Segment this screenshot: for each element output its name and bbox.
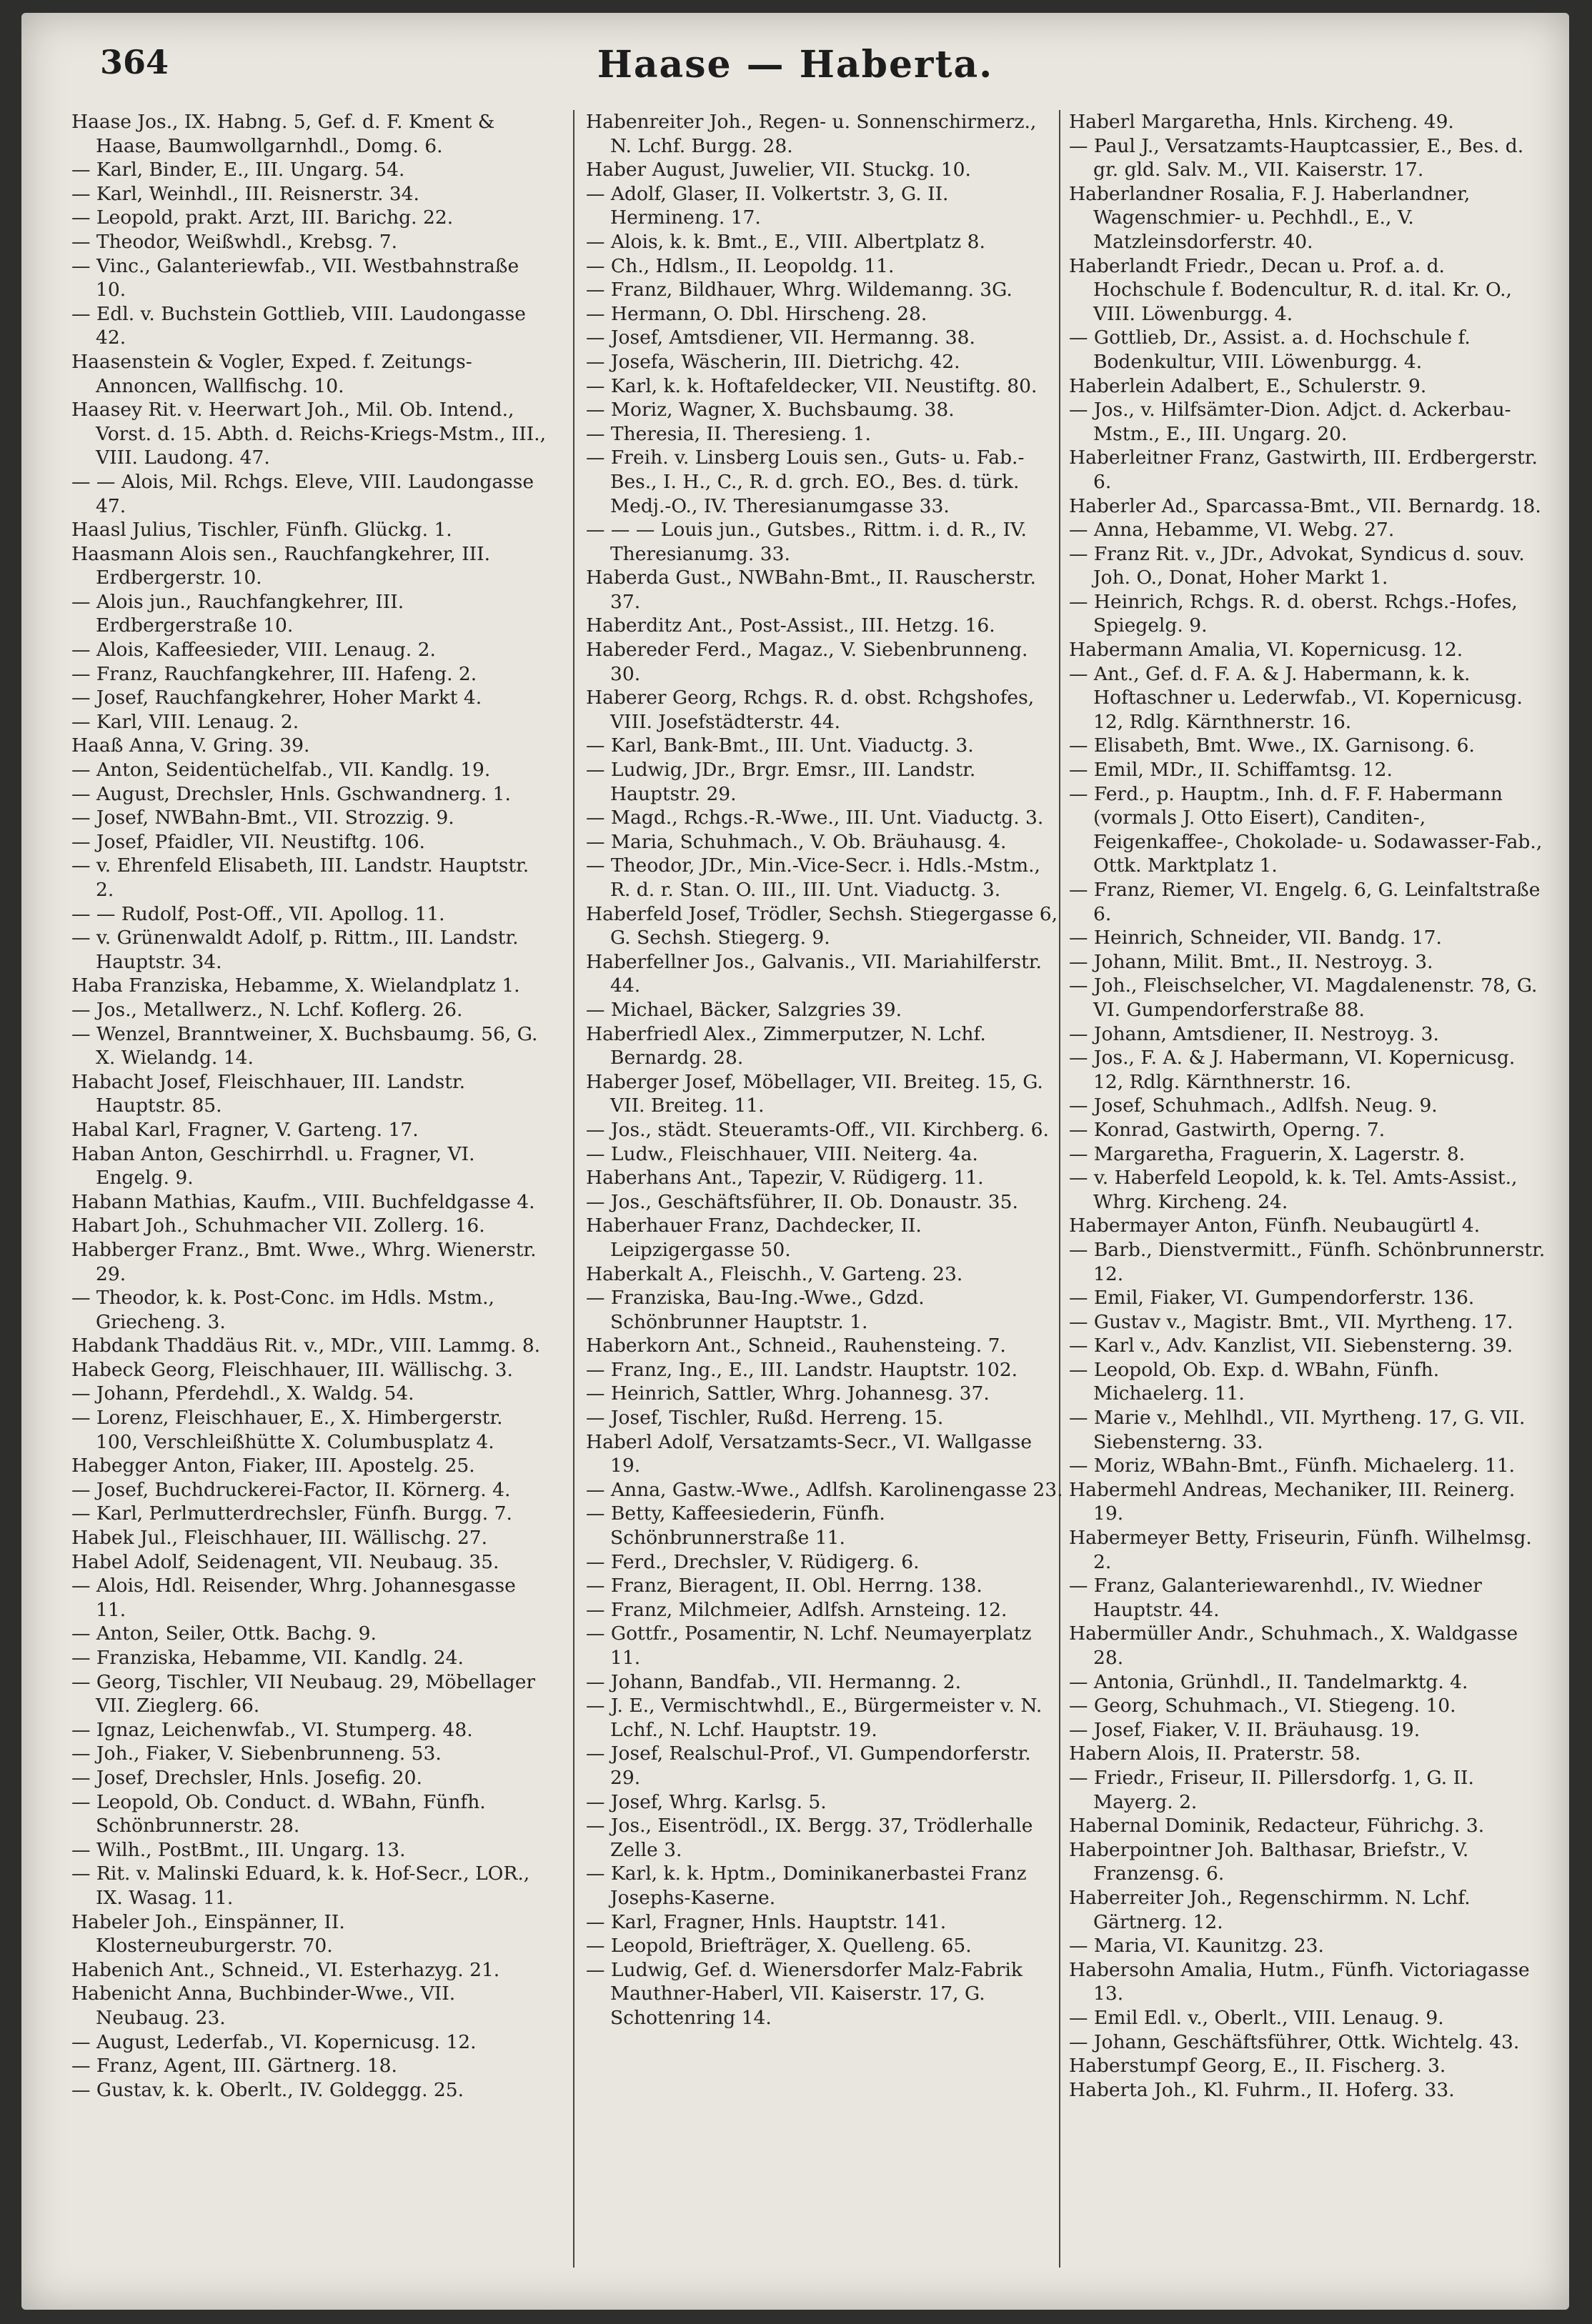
directory-entry: — v. Haberfeld Leopold, k. k. Tel. Amts-Assist., Whrg. Kircheng. 24. bbox=[1069, 1167, 1518, 1213]
directory-entry: Habermann Amalia, VI. Kopernicusg. 12. bbox=[1069, 639, 1463, 662]
directory-entry: Habeler Joh., Einspänner, II. Klosterneuburgerstr. 70. bbox=[71, 1910, 345, 1958]
directory-entry: — Joh., Fiaker, V. Siebenbrunneng. 53. bbox=[71, 1742, 442, 1765]
directory-entry: — Johann, Amtsdiener, II. Nestroyg. 3. bbox=[1069, 1022, 1439, 1045]
directory-entry: — Alois, Hdl. Reisender, Whrg. Johannesgasse 11. bbox=[71, 1575, 516, 1621]
column-1 bbox=[71, 110, 549, 2102]
directory-entry: Haberl Margaretha, Hnls. Kircheng. 49. bbox=[1069, 111, 1454, 133]
directory-entry: — Emil Edl. v., Oberlt., VIII. Lenaug. 9. bbox=[1069, 2006, 1444, 2029]
directory-entry: — Georg, Tischler, VII Neubaug. 29, Möbellager VII. Zieglerg. 66. bbox=[71, 1670, 536, 1717]
directory-entry: — Ignaz, Leichenwfab., VI. Stumperg. 48. bbox=[71, 1718, 473, 1741]
directory-entry: Haberlandt Friedr., Decan u. Prof. a. d. Hochschule f. Bodencultur, R. d. ital. Kr. O., VIII. Löwenburgg. 4. bbox=[1069, 254, 1512, 325]
directory-entry: — Barb., Dienstvermitt., Fünfh. Schönbrunnerstr. 12. bbox=[1069, 1238, 1546, 1285]
directory-entry: — Ludwig, Gef. d. Wienersdorfer Malz-Fabrik Mauthner-Haberl, VII. Kaiserstr. 17, G. Schottenring 14. bbox=[586, 1958, 1023, 2029]
directory-entry: — Theresia, II. Theresieng. 1. bbox=[586, 422, 871, 445]
directory-entry: Haber August, Juwelier, VII. Stuckg. 10. bbox=[586, 159, 971, 181]
directory-entry: — Anton, Seidentüchelfab., VII. Kandlg. 19. bbox=[71, 759, 491, 782]
running-head: Haase — Haberta. bbox=[597, 43, 994, 86]
directory-entry: — v. Grünenwaldt Adolf, p. Rittm., III. Landstr. Hauptstr. 34. bbox=[71, 927, 519, 973]
directory-entry: — Moriz, WBahn-Bmt., Fünfh. Michaelerg. 11. bbox=[1069, 1455, 1516, 1477]
directory-entry: Habek Jul., Fleischhauer, III. Wällischg. 27. bbox=[71, 1527, 488, 1550]
column-3 bbox=[1069, 110, 1546, 2102]
directory-entry: — Betty, Kaffeesiederin, Fünfh. Schönbrunnerstraße 11. bbox=[586, 1502, 885, 1550]
directory-entry: — Karl, Binder, E., III. Ungarg. 54. bbox=[71, 159, 405, 181]
directory-entry: — Josefa, Wäscherin, III. Dietrichg. 42. bbox=[586, 350, 960, 373]
directory-entry: — Heinrich, Schneider, VII. Bandg. 17. bbox=[1069, 927, 1442, 949]
directory-entry: — Jos., Geschäftsführer, II. Ob. Donaustr. 35. bbox=[586, 1190, 1018, 1213]
directory-entry: — Leopold, prakt. Arzt, III. Barichg. 22. bbox=[71, 206, 454, 229]
directory-entry: — Leopold, Ob. Exp. d. WBahn, Fünfh. Michaelerg. 11. bbox=[1069, 1358, 1440, 1405]
directory-entry: — Ludwig, JDr., Brgr. Emsr., III. Landstr. Hauptstr. 29. bbox=[586, 759, 976, 805]
directory-entry: Haberl Adolf, Versatzamts-Secr., VI. Wallgasse 19. bbox=[586, 1430, 1033, 1477]
directory-entry: Habann Mathias, Kaufm., VIII. Buchfeldgasse 4. bbox=[71, 1190, 535, 1213]
directory-entry: Haberstumpf Georg, E., II. Fischerg. 3. bbox=[1069, 2055, 1446, 2078]
directory-entry: — Maria, VI. Kaunitzg. 23. bbox=[1069, 1935, 1324, 1958]
directory-entry: — Marie v., Mehlhdl., VII. Myrtheng. 17, G. VII. Siebensterng. 33. bbox=[1069, 1407, 1526, 1453]
directory-entry: — J. E., Vermischtwhdl., E., Bürgermeister v. N. Lchf., N. Lchf. Hauptstr. 19. bbox=[586, 1695, 1043, 1741]
directory-entry: Habdank Thaddäus Rit. v., MDr., VIII. Lammg. 8. bbox=[71, 1335, 541, 1357]
directory-entry: — August, Lederfab., VI. Kopernicusg. 12. bbox=[71, 2030, 477, 2053]
directory-entry: Habeck Georg, Fleischhauer, III. Wällischg. 3. bbox=[71, 1358, 513, 1381]
directory-entry: Habal Karl, Fragner, V. Garteng. 17. bbox=[71, 1118, 419, 1141]
page-header bbox=[21, 13, 1569, 106]
directory-entry: — Magd., Rchgs.-R.-Wwe., III. Unt. Viaductg. 3. bbox=[586, 807, 1044, 829]
directory-page bbox=[21, 13, 1569, 2310]
directory-entry: — Wilh., PostBmt., III. Ungarg. 13. bbox=[71, 1838, 406, 1861]
directory-entry: — Ant., Gef. d. F. A. & J. Habermann, k. k. Hoftaschner u. Lederwfab., VI. Kopernicusg. 12, Rdlg. Kärnthnerstr. 16. bbox=[1069, 662, 1523, 733]
directory-entry: Habernal Dominik, Redacteur, Führichg. 3. bbox=[1069, 1815, 1485, 1837]
directory-entry: Haberhans Ant., Tapezir, V. Rüdigerg. 11. bbox=[586, 1167, 984, 1190]
directory-entry: — August, Drechsler, Hnls. Gschwandnerg. 1. bbox=[71, 782, 511, 805]
directory-entry: Habenreiter Joh., Regen- u. Sonnenschirmerz., N. Lchf. Burgg. 28. bbox=[586, 111, 1037, 157]
page-number: 364 bbox=[100, 43, 169, 81]
directory-entry: — — Rudolf, Post-Off., VII. Apollog. 11. bbox=[71, 902, 445, 925]
directory-entry: — Edl. v. Buchstein Gottlieb, VIII. Laudongasse 42. bbox=[71, 302, 526, 349]
directory-entry: Haasmann Alois sen., Rauchfangkehrer, III. Erdbergerstr. 10. bbox=[71, 542, 491, 589]
directory-entry: Habel Adolf, Seidenagent, VII. Neubaug. 35. bbox=[71, 1550, 499, 1573]
directory-entry: Haase Jos., IX. Habng. 5, Gef. d. F. Kment & Haase, Baumwollgarnhdl., Domg. 6. bbox=[71, 111, 495, 157]
directory-entry: — Alois, Kaffeesieder, VIII. Lenaug. 2. bbox=[71, 639, 436, 662]
directory-entry: — Gottlieb, Dr., Assist. a. d. Hochschule f. Bodenkultur, VIII. Löwenburgg. 4. bbox=[1069, 326, 1471, 373]
directory-entry: Habermehl Andreas, Mechaniker, III. Reinerg. 19. bbox=[1069, 1478, 1516, 1525]
directory-entry: — Paul J., Versatzamts-Hauptcassier, E., Bes. d. gr. gld. Salv. M., VII. Kaiserstr. 17. bbox=[1069, 134, 1524, 181]
directory-entry: — Anna, Hebamme, VI. Webg. 27. bbox=[1069, 519, 1395, 542]
directory-entry: Haaß Anna, V. Gring. 39. bbox=[71, 734, 310, 757]
directory-entry: Haba Franziska, Hebamme, X. Wielandplatz 1. bbox=[71, 974, 520, 997]
directory-entry: — Lorenz, Fleischhauer, E., X. Himbergerstr. 100, Verschleißhütte X. Columbusplatz 4. bbox=[71, 1407, 503, 1453]
directory-entry: Habenich Ant., Schneid., VI. Esterhazyg. 21. bbox=[71, 1958, 500, 1981]
directory-entry: — Karl v., Adv. Kanzlist, VII. Siebensterng. 39. bbox=[1069, 1335, 1513, 1357]
directory-entry: — Jos., v. Hilfsämter-Dion. Adjct. d. Ackerbau-Mstm., E., III. Ungarg. 20. bbox=[1069, 399, 1511, 445]
directory-entry: Haberpointner Joh. Balthasar, Briefstr., V. Franzensg. 6. bbox=[1069, 1838, 1469, 1885]
directory-entry: — Konrad, Gastwirth, Operng. 7. bbox=[1069, 1118, 1385, 1141]
directory-entry: — Theodor, k. k. Post-Conc. im Hdls. Mstm., Griecheng. 3. bbox=[71, 1287, 494, 1333]
directory-entry: Haban Anton, Geschirrhdl. u. Fragner, VI. Engelg. 9. bbox=[71, 1142, 475, 1190]
directory-entry: — Johann, Bandfab., VII. Hermanng. 2. bbox=[586, 1670, 962, 1693]
directory-entry: — Anna, Gastw.-Wwe., Adlfsh. Karolinengasse 23. bbox=[586, 1478, 1063, 1501]
directory-entry: — v. Ehrenfeld Elisabeth, III. Landstr. Hauptstr. 2. bbox=[71, 854, 529, 901]
directory-entry: Haberger Josef, Möbellager, VII. Breiteg. 15, G. VII. Breiteg. 11. bbox=[586, 1070, 1043, 1117]
directory-entry: — Georg, Schuhmach., VI. Stiegeng. 10. bbox=[1069, 1695, 1456, 1717]
directory-entry: — Theodor, Weißwhdl., Krebsg. 7. bbox=[71, 230, 398, 253]
directory-entry: — Karl, k. k. Hoftafeldecker, VII. Neustiftg. 80. bbox=[586, 374, 1038, 397]
directory-entry: — Adolf, Glaser, II. Volkertstr. 3, G. II. Hermineng. 17. bbox=[586, 182, 949, 229]
directory-entry: — Josef, Amtsdiener, VII. Hermanng. 38. bbox=[586, 326, 975, 349]
directory-entry: — Emil, MDr., II. Schiffamtsg. 12. bbox=[1069, 759, 1393, 782]
directory-entry: — Vinc., Galanteriewfab., VII. Westbahnstraße 10. bbox=[71, 254, 519, 301]
directory-entry: Haberlein Adalbert, E., Schulerstr. 9. bbox=[1069, 374, 1427, 397]
directory-entry: — Alois, k. k. Bmt., E., VIII. Albertplatz 8. bbox=[586, 230, 985, 253]
directory-entry: — Gustav, k. k. Oberlt., IV. Goldeggg. 25. bbox=[71, 2078, 464, 2101]
directory-entry: — Karl, k. k. Hptm., Dominikanerbastei Franz Josephs-Kaserne. bbox=[586, 1862, 1027, 1909]
directory-entry: Habersohn Amalia, Hutm., Fünfh. Victoriagasse 13. bbox=[1069, 1958, 1530, 2005]
directory-entry: Haberfellner Jos., Galvanis., VII. Mariahilferstr. 44. bbox=[586, 950, 1042, 997]
directory-entry: — Franziska, Hebamme, VII. Kandlg. 24. bbox=[71, 1647, 464, 1669]
directory-entry: — Maria, Schuhmach., V. Ob. Bräuhausg. 4. bbox=[586, 830, 1007, 853]
directory-entry: — Josef, Tischler, Rußd. Herreng. 15. bbox=[586, 1407, 944, 1430]
directory-entry: — Franz, Galanteriewarenhdl., IV. Wiedner Hauptstr. 44. bbox=[1069, 1575, 1482, 1621]
directory-entry: — Gottfr., Posamentir, N. Lchf. Neumayerplatz 11. bbox=[586, 1622, 1032, 1669]
directory-entry: — Franz, Milchmeier, Adlfsh. Arnsteing. 12. bbox=[586, 1598, 1008, 1621]
directory-entry: — Josef, NWBahn-Bmt., VII. Strozzig. 9. bbox=[71, 807, 454, 829]
directory-entry: Haberlandner Rosalia, F. J. Haberlandner, Wagenschmier- u. Pechhdl., E., V. Matzleinsdorferstr. 40. bbox=[1069, 182, 1471, 253]
directory-entry: Habenicht Anna, Buchbinder-Wwe., VII. Neubaug. 23. bbox=[71, 1983, 456, 2029]
directory-entry: Habermayer Anton, Fünfh. Neubaugürtl 4. bbox=[1069, 1215, 1481, 1237]
directory-entry: Habern Alois, II. Praterstr. 58. bbox=[1069, 1742, 1361, 1765]
directory-entry: — Johann, Geschäftsführer, Ottk. Wichtelg. 43. bbox=[1069, 2030, 1520, 2053]
directory-entry: — Josef, Whrg. Karlsg. 5. bbox=[586, 1790, 827, 1813]
directory-entry: — Franz Rit. v., JDr., Advokat, Syndicus d. souv. Joh. O., Donat, Hoher Markt 1. bbox=[1069, 542, 1525, 589]
directory-entry: Habereder Ferd., Magaz., V. Siebenbrunneng. 30. bbox=[586, 639, 1028, 685]
directory-entry: — Joh., Fleischselcher, VI. Magdalenenstr. 78, G. VI. Gumpendorferstraße 88. bbox=[1069, 974, 1538, 1021]
directory-entry: — Heinrich, Sattler, Whrg. Johannesg. 37. bbox=[586, 1382, 990, 1405]
directory-entry: — — — Louis jun., Gutsbes., Rittm. i. d. R., IV. Theresianumg. 33. bbox=[586, 519, 1027, 565]
directory-entry: — — Alois, Mil. Rchgs. Eleve, VIII. Laudongasse 47. bbox=[71, 470, 534, 517]
directory-entry: Haberta Joh., Kl. Fuhrm., II. Hoferg. 33. bbox=[1069, 2078, 1455, 2101]
directory-entry: Habermeyer Betty, Friseurin, Fünfh. Wilhelmsg. 2. bbox=[1069, 1527, 1532, 1573]
directory-entry: — Josef, Buchdruckerei-Factor, II. Körnerg. 4. bbox=[71, 1478, 511, 1501]
directory-entry: — Freih. v. Linsberg Louis sen., Guts- u. Fab.-Bes., I. H., C., R. d. grch. EO., Bes. d. türk. Medj.-O., IV. Theresianumgasse 33. bbox=[586, 447, 1025, 517]
directory-entry: — Ch., Hdlsm., II. Leopoldg. 11. bbox=[586, 254, 895, 277]
directory-entry: Haberreiter Joh., Regenschirmm. N. Lchf. Gärtnerg. 12. bbox=[1069, 1886, 1471, 1933]
directory-entry: Habart Joh., Schuhmacher VII. Zollerg. 16. bbox=[71, 1215, 485, 1237]
directory-entry: Haberditz Ant., Post-Assist., III. Hetzg. 16. bbox=[586, 614, 995, 637]
directory-entry: — Wenzel, Branntweiner, X. Buchsbaumg. 56, G. X. Wielandg. 14. bbox=[71, 1022, 538, 1069]
directory-entry: — Karl, Bank-Bmt., III. Unt. Viaductg. 3. bbox=[586, 734, 974, 757]
directory-entry: — Elisabeth, Bmt. Wwe., IX. Garnisong. 6. bbox=[1069, 734, 1475, 757]
directory-entry: Habacht Josef, Fleischhauer, III. Landstr. Hauptstr. 85. bbox=[71, 1070, 466, 1117]
directory-entry: — Ferd., p. Hauptm., Inh. d. F. F. Habermann (vormals J. Otto Eisert), Canditen-, Feigenkaffee-, Chokolade- u. Sodawasser-Fab., Ottk. Marktplatz 1. bbox=[1069, 782, 1543, 877]
directory-entry: Habberger Franz., Bmt. Wwe., Whrg. Wienerstr. 29. bbox=[71, 1238, 537, 1285]
directory-entry: — Franz, Rauchfangkehrer, III. Hafeng. 2. bbox=[71, 662, 477, 685]
directory-entry: Haberhauer Franz, Dachdecker, II. Leipzigergasse 50. bbox=[586, 1215, 922, 1261]
directory-entry: — Josef, Rauchfangkehrer, Hoher Markt 4. bbox=[71, 687, 482, 709]
directory-entry: — Franz, Bildhauer, Whrg. Wildemanng. 3G. bbox=[586, 279, 1013, 301]
directory-entry: — Jos., städt. Steueramts-Off., VII. Kirchberg. 6. bbox=[586, 1118, 1049, 1141]
directory-entry: — Ludw., Fleischhauer, VIII. Neiterg. 4a. bbox=[586, 1142, 978, 1165]
directory-entry: Haberda Gust., NWBahn-Bmt., II. Rauscherstr. 37. bbox=[586, 567, 1036, 613]
directory-entry: — Heinrich, Rchgs. R. d. oberst. Rchgs.-Hofes, Spiegelg. 9. bbox=[1069, 590, 1518, 637]
directory-entry: Haberfeld Josef, Trödler, Sechsh. Stiegergasse 6, G. Sechsh. Stiegerg. 9. bbox=[586, 902, 1058, 949]
directory-entry: — Theodor, JDr., Min.-Vice-Secr. i. Hdls.-Mstm., R. d. r. Stan. O. III., III. Unt. Viaductg. 3. bbox=[586, 854, 1040, 901]
directory-entry: — Karl, Weinhdl., III. Reisnerstr. 34. bbox=[71, 182, 419, 205]
directory-entry: — Jos., Metallwerz., N. Lchf. Koflerg. 26. bbox=[71, 998, 463, 1021]
directory-entry: — Leopold, Ob. Conduct. d. WBahn, Fünfh. Schönbrunnerstr. 28. bbox=[71, 1790, 486, 1837]
directory-entry: Haberler Ad., Sparcassa-Bmt., VII. Bernardg. 18. bbox=[1069, 494, 1541, 517]
directory-entry: — Josef, Schuhmach., Adlfsh. Neug. 9. bbox=[1069, 1094, 1438, 1117]
directory-entry: Haberkalt A., Fleischh., V. Garteng. 23. bbox=[586, 1262, 963, 1285]
directory-entry: — Franz, Ing., E., III. Landstr. Hauptstr. 102. bbox=[586, 1358, 1018, 1381]
directory-entry: — Antonia, Grünhdl., II. Tandelmarktg. 4. bbox=[1069, 1670, 1468, 1693]
directory-entry: — Franz, Bieragent, II. Obl. Herrng. 138. bbox=[586, 1575, 982, 1597]
directory-entry: — Jos., Eisentrödl., IX. Bergg. 37, Trödlerhalle Zelle 3. bbox=[586, 1815, 1033, 1861]
directory-entry: Haasenstein & Vogler, Exped. f. Zeitungs-Annoncen, Wallfischg. 10. bbox=[71, 350, 472, 397]
directory-entry: Haberfriedl Alex., Zimmerputzer, N. Lchf. Bernardg. 28. bbox=[586, 1022, 986, 1069]
directory-entry: Haasey Rit. v. Heerwart Joh., Mil. Ob. Intend., Vorst. d. 15. Abth. d. Reichs-Kriegs-Mstm., III., VIII. Laudong. 47. bbox=[71, 399, 547, 469]
column-2 bbox=[586, 110, 1063, 2030]
directory-entry: — Franz, Riemer, VI. Engelg. 6, G. Leinfaltstraße 6. bbox=[1069, 879, 1541, 925]
directory-entry: Haberer Georg, Rchgs. R. d. obst. Rchgshofes, VIII. Josefstädterstr. 44. bbox=[586, 687, 1035, 733]
directory-entry: — Emil, Fiaker, VI. Gumpendorferstr. 136. bbox=[1069, 1287, 1475, 1310]
directory-entry: — Johann, Pferdehdl., X. Waldg. 54. bbox=[71, 1382, 414, 1405]
directory-entry: — Rit. v. Malinski Eduard, k. k. Hof-Secr., LOR., IX. Wasag. 11. bbox=[71, 1862, 530, 1909]
directory-entry: — Jos., F. A. & J. Habermann, VI. Kopernicusg. 12, Rdlg. Kärnthnerstr. 16. bbox=[1069, 1047, 1516, 1093]
directory-entry: — Gustav v., Magistr. Bmt., VII. Myrtheng. 17. bbox=[1069, 1310, 1513, 1333]
directory-entry: — Franz, Agent, III. Gärtnerg. 18. bbox=[71, 2055, 397, 2078]
directory-entry: Haberkorn Ant., Schneid., Rauhensteing. 7. bbox=[586, 1335, 1006, 1357]
directory-entry: Habegger Anton, Fiaker, III. Apostelg. 25. bbox=[71, 1455, 475, 1477]
directory-entry: — Josef, Realschul-Prof., VI. Gumpendorferstr. 29. bbox=[586, 1742, 1031, 1789]
directory-entry: — Johann, Milit. Bmt., II. Nestroyg. 3. bbox=[1069, 950, 1433, 973]
directory-entry: — Josef, Fiaker, V. II. Bräuhausg. 19. bbox=[1069, 1718, 1421, 1741]
directory-entry: — Ferd., Drechsler, V. Rüdigerg. 6. bbox=[586, 1550, 920, 1573]
column-divider bbox=[573, 110, 574, 2268]
directory-entry: — Michael, Bäcker, Salzgries 39. bbox=[586, 998, 902, 1021]
directory-entry: — Anton, Seiler, Ottk. Bachg. 9. bbox=[71, 1622, 377, 1645]
directory-entry: — Friedr., Friseur, II. Pillersdorfg. 1, G. II. Mayerg. 2. bbox=[1069, 1766, 1474, 1813]
directory-entry: — Karl, Fragner, Hnls. Hauptstr. 141. bbox=[586, 1910, 947, 1933]
directory-entry: — Alois jun., Rauchfangkehrer, III. Erdbergerstraße 10. bbox=[71, 590, 404, 637]
directory-entry: — Leopold, Briefträger, X. Quelleng. 65. bbox=[586, 1935, 972, 1958]
directory-entry: — Josef, Pfaidler, VII. Neustiftg. 106. bbox=[71, 830, 425, 853]
directory-entry: — Moriz, Wagner, X. Buchsbaumg. 38. bbox=[586, 399, 955, 422]
directory-entry: — Josef, Drechsler, Hnls. Josefig. 20. bbox=[71, 1766, 422, 1789]
directory-entry: — Franziska, Bau-Ing.-Wwe., Gdzd. Schönbrunner Hauptstr. 1. bbox=[586, 1287, 925, 1333]
directory-entry: — Hermann, O. Dbl. Hirscheng. 28. bbox=[586, 302, 927, 325]
directory-entry: — Margaretha, Fraguerin, X. Lagerstr. 8. bbox=[1069, 1142, 1466, 1165]
directory-entry: Habermüller Andr., Schuhmach., X. Waldgasse 28. bbox=[1069, 1622, 1518, 1669]
directory-entry: Haberleitner Franz, Gastwirth, III. Erdbergerstr. 6. bbox=[1069, 447, 1538, 493]
directory-entry: Haasl Julius, Tischler, Fünfh. Glückg. 1. bbox=[71, 519, 452, 542]
directory-entry: — Karl, Perlmutterdrechsler, Fünfh. Burgg. 7. bbox=[71, 1502, 512, 1525]
directory-entry: — Karl, VIII. Lenaug. 2. bbox=[71, 710, 299, 733]
